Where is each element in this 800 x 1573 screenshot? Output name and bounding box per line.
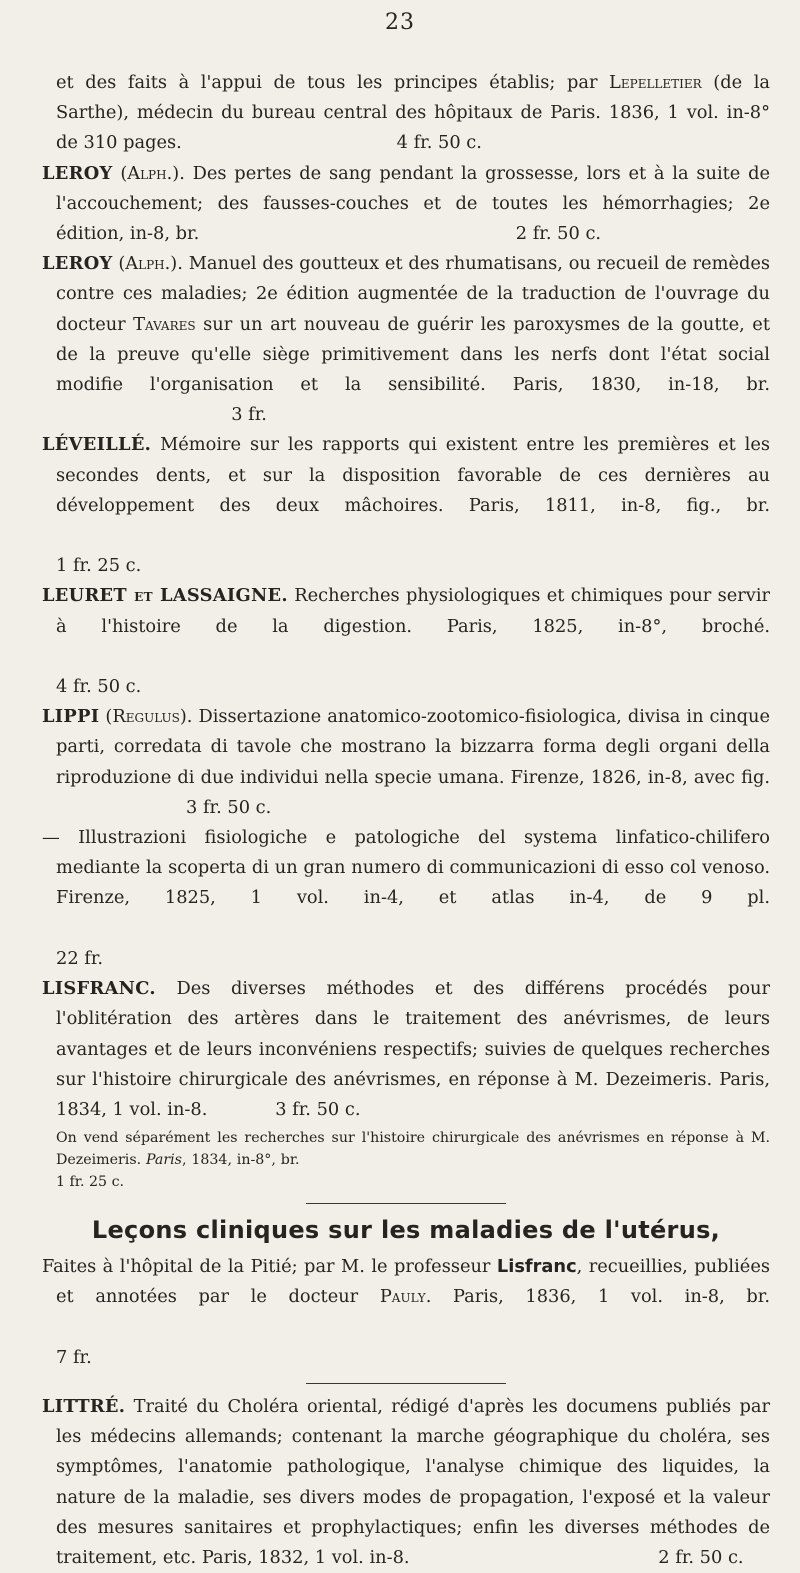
section-text: , recueillies, publiées et annotées par le docteur xyxy=(56,1256,770,1308)
section-text: Faites à l'hôpital de la Pitié; par M. le professeur xyxy=(42,1256,497,1278)
entry-author: LEROY xyxy=(42,162,113,184)
entry-price: 3 fr. xyxy=(231,404,267,426)
entry-author-detail: (Regulus). xyxy=(105,706,193,728)
section-entry xyxy=(42,1252,770,1373)
catalogue-entry xyxy=(42,581,770,702)
entry-author-detail: (Alph.). xyxy=(120,162,185,184)
entry-price: 22 fr. xyxy=(56,947,104,969)
entry-text: Des pertes de sang pendant la grossesse, lors et à la suite de l'accouchement; des fausses-couches et de toutes les hémorrhagies; 2e édition, in-8, br. xyxy=(56,162,770,245)
catalogue-entry xyxy=(42,702,770,823)
entry-text: Recherches physiologiques et chimiques pour servir à l'histoire de la digestion. Paris, 1825, in-8°, broché. xyxy=(56,585,771,637)
entry-price: 2 fr. 50 c. xyxy=(515,223,602,245)
entry-text: Mémoire sur les rapports qui existent entre les premières et les secondes dents, et sur la disposition favorable de ces dernières au développement des deux mâchoires. Paris, 1811, in-8, fig., br. xyxy=(56,434,770,516)
entry-text: Des diverses méthodes et des différens procédés pour l'oblitération des artères dans le traitement des anévrismes, de leurs avantages et de leurs inconvéniens respectifs; suivies de quelques recherches sur l'histoire chirurgicale des anévrismes, en réponse à M. Dezeimeris. Paris, 1834, 1 vol. in-8. xyxy=(56,978,770,1120)
entry-text: Illustrazioni fisiologiche e patologiche del systema linfatico-chilifero mediante la scoperta di un gran numero di communicazioni di esso col venoso. Firenze, 1825, 1 vol. in-4, et atlas in-4, de 9 pl. xyxy=(56,827,770,909)
section-text: . Paris, 1836, 1 vol. in-8, br. xyxy=(425,1286,770,1308)
entry-price: 3 fr. 50 c. xyxy=(275,1098,361,1120)
entry-author-dash: — xyxy=(42,827,60,849)
section-price: 7 fr. xyxy=(56,1346,92,1368)
note-place: Paris xyxy=(146,1152,182,1169)
section-divider xyxy=(306,1203,506,1204)
catalogue-content xyxy=(42,68,770,1573)
entry-note xyxy=(42,1127,770,1193)
entry-text: Dissertazione anatomico-zootomico-fisiologica, divisa in cinque parti, corredata di tavole che mostrano la bizzarra forma degli organi della riproduzione di due individui nella specie umana. Firenze, 1826, in-8, avec fig. xyxy=(56,706,771,788)
catalogue-entry xyxy=(42,1392,770,1573)
catalogue-entry xyxy=(42,249,770,430)
entry-author: LÉVEILLÉ. xyxy=(42,434,152,456)
entry-author: LITTRÉ. xyxy=(42,1395,126,1417)
entry-price: 4 fr. 50 c. xyxy=(56,676,142,698)
catalogue-entry xyxy=(42,68,770,159)
entry-price: 1 fr. 25 c. xyxy=(56,555,142,577)
entry-author: LIPPI xyxy=(42,706,100,728)
catalogue-entry xyxy=(42,974,770,1125)
entry-text: et des faits à l'appui de tous les principes établis; par xyxy=(56,72,610,93)
section-author-mention: Lisfranc xyxy=(496,1256,577,1278)
catalogue-entry xyxy=(42,430,770,581)
entry-text: Traité du Choléra oriental, rédigé d'après les documens publiés par les médecins allemands; contenant la marche géographique du choléra, ses symptômes, l'anatomie pathologique, l'analyse chimique des liquides, la nature de la maladie, ses divers modes de propagation, l'exposé et la valeur des mesures sanitaires et prophylactiques; enfin les diverses méthodes de traitement, etc. Paris, 1832, 1 vol. in-8. xyxy=(56,1395,770,1568)
section-editor-mention: Pauly xyxy=(379,1286,426,1308)
catalogue-entry xyxy=(42,823,770,974)
note-price: 1 fr. 25 c. xyxy=(56,1174,125,1191)
entry-text: sur un art nouveau de guérir les paroxysmes de la goutte, et de la preuve qu'elle siège primitivement dans les nerfs dont l'état social modifie l'organisation et la sensibilité. Paris, 1830, in-18, br. xyxy=(56,313,770,396)
page-number: 23 xyxy=(385,10,415,35)
section-heading: Leçons cliniques sur les maladies de l'utérus, xyxy=(91,1216,721,1245)
entry-author-detail: (Alph.). xyxy=(118,253,183,275)
entry-price: 3 fr. 50 c. xyxy=(186,796,272,818)
entry-price: 2 fr. 50 c. xyxy=(658,1546,744,1568)
entry-author-mention: Tavares xyxy=(133,313,196,335)
entry-author: LEURET et LASSAIGNE. xyxy=(42,585,288,607)
note-text: , 1834, in-8°, br. xyxy=(181,1152,300,1169)
entry-author-mention: Lepelletier xyxy=(609,72,702,93)
entry-author: LEROY xyxy=(42,253,113,275)
entry-text: Manuel des goutteux et des rhumatisans, ou recueil de remèdes contre ces maladies; 2e édition augmentée de la traduction de l'ouvrage du docteur xyxy=(56,253,770,335)
entry-text: (de la Sarthe), médecin du bureau central des hôpitaux de Paris. 1836, 1 vol. in-8° de 310 pages. xyxy=(56,72,771,154)
entry-price: 4 fr. 50 c. xyxy=(396,132,482,154)
section-divider xyxy=(306,1383,506,1384)
catalogue-entry xyxy=(42,159,770,250)
entry-author: LISFRANC. xyxy=(42,978,156,1000)
note-text: On vend séparément les recherches sur l'histoire chirurgicale des anévrismes en réponse à M. Dezeimeris. xyxy=(56,1130,770,1169)
